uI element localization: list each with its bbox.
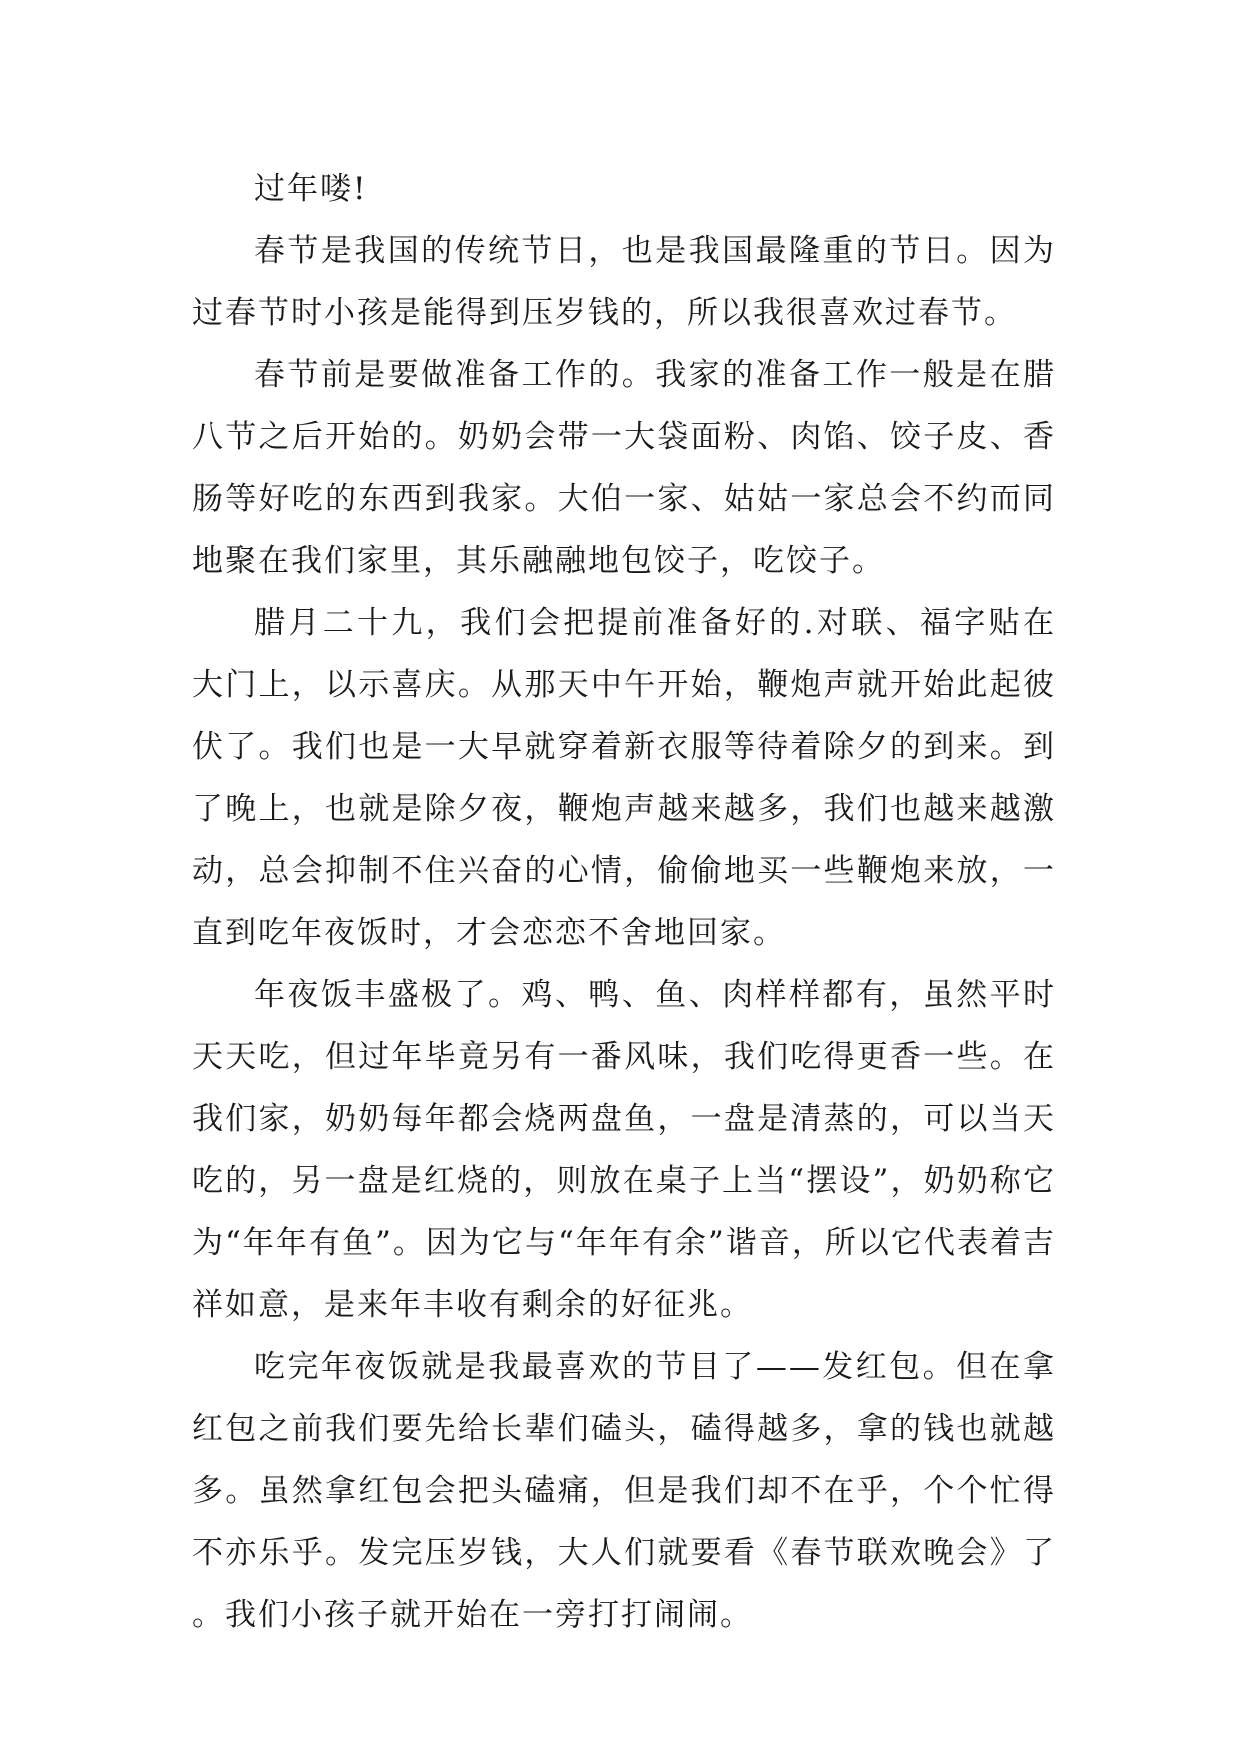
paragraph-3: 腊月二十九，我们会把提前准备好的.对联、福字贴在大门上，以示喜庆。从那天中午开始，鞭炮声就开始此起彼伏了。我们也是一大早就穿着新衣服等待着除夕的到来。到了晚上，也就是除夕夜，鞭炮声越来越多，我们也越来越激动，总会抑制不住兴奋的心情，偷偷地买一些鞭炮来放，一直到吃年夜饭时，才会恋恋不舍地回家。 [192,605,1056,951]
paragraph-1: 春节是我国的传统节日，也是我国最隆重的节日。因为过春节时小孩是能得到压岁钱的，所以我很喜欢过春节。 [192,233,1056,331]
paragraph-5: 吃完年夜饭就是我最喜欢的节目了——发红包。但在拿红包之前我们要先给长辈们磕头，磕得越多，拿的钱也就越多。虽然拿红包会把头磕痛，但是我们却不在乎，个个忙得不亦乐乎。发完压岁钱，大人们就要看《春节联欢晚会》了。我们小孩子就开始在一旁打打闹闹。 [192,1349,1056,1633]
paragraph-2: 春节前是要做准备工作的。我家的准备工作一般是在腊八节之后开始的。奶奶会带一大袋面粉、肉馅、饺子皮、香肠等好吃的东西到我家。大伯一家、姑姑一家总会不约而同地聚在我们家里，其乐融融地包饺子，吃饺子。 [192,357,1056,579]
document-body [192,158,1056,1646]
paragraph-4: 年夜饭丰盛极了。鸡、鸭、鱼、肉样样都有，虽然平时天天吃，但过年毕竟另有一番风味，我们吃得更香一些。在我们家，奶奶每年都会烧两盘鱼，一盘是清蒸的，可以当天吃的，另一盘是红烧的，则放在桌子上当“摆设”，奶奶称它为“年年有鱼”。因为它与“年年有余”谐音，所以它代表着吉祥如意，是来年丰收有剩余的好征兆。 [192,977,1056,1323]
paragraph-title-line: 过年喽! [254,171,368,207]
